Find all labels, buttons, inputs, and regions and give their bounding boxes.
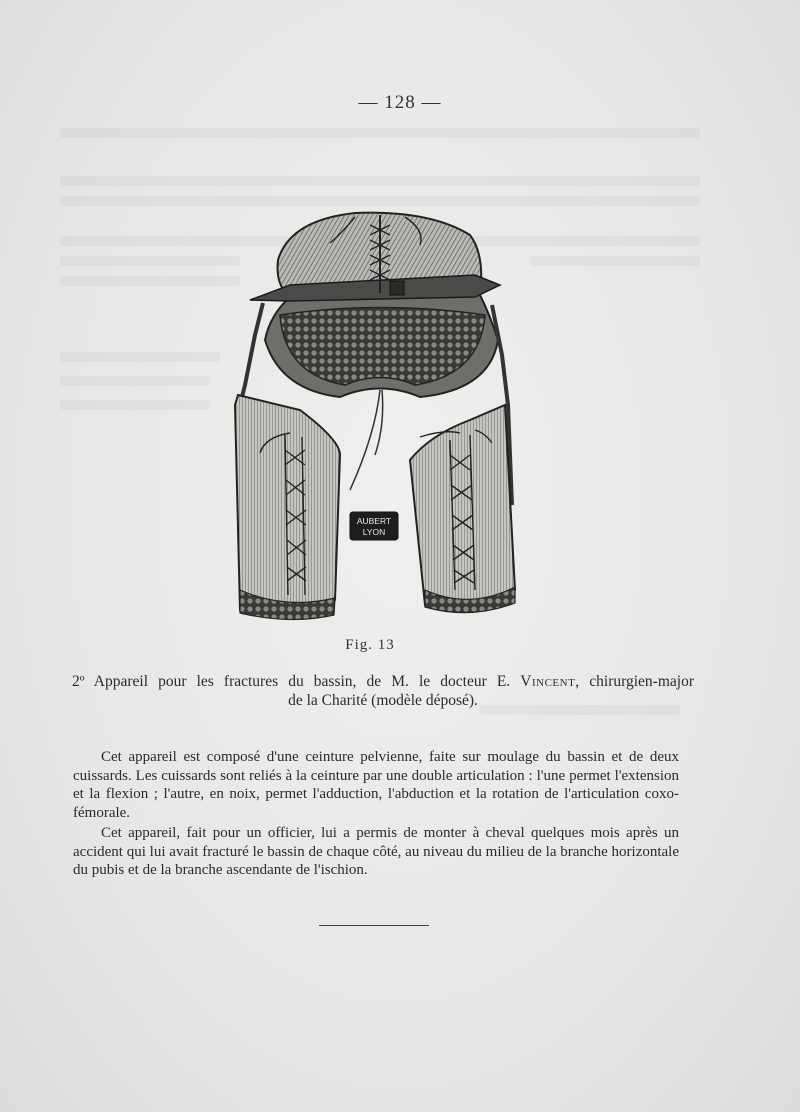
end-rule [319, 925, 429, 926]
body-text [73, 748, 679, 882]
show-through-ghost-text [60, 400, 210, 410]
show-through-ghost-text [60, 128, 700, 138]
paragraph: Cet appareil, fait pour un officier, lui a permis de monter à cheval quelques mois après un accident qui lui avait fracturé le bassin de chaque côté, au niveau du milieu de la branche horizontale du pubis et de la branche ascendante de l'ischion. [73, 825, 679, 878]
pelvic-belt-apparatus-illustration [230, 205, 530, 625]
paragraph: Cet appareil est composé d'une ceinture pelvienne, faite sur moulage du bassin et de deux cuissards. Les cuissards sont reliés à la ceinture par une double articulation : l'une permet l'extension et la flexion ; l'autre, en noix, permet l'adduction, l'abduction et la rotation de l'articulation coxo-fémorale. [73, 749, 679, 821]
maker-label-line2: LYON [362, 527, 386, 537]
section-heading [72, 672, 694, 710]
show-through-ghost-text [60, 256, 240, 266]
figure-engraving [230, 205, 530, 625]
figure-caption: Fig. 13 [345, 637, 395, 653]
show-through-ghost-text [60, 176, 700, 186]
show-through-ghost-text [60, 352, 220, 362]
section-heading-line1 [72, 672, 694, 691]
show-through-ghost-text [60, 276, 240, 286]
section-heading-text: Appareil pour les fractures du bassin, de M. le docteur E. [93, 673, 511, 690]
show-through-ghost-text [530, 256, 700, 266]
section-number: 2º [72, 673, 85, 690]
author-title: , chirurgien-major [575, 673, 694, 690]
page-number: — 128 — [358, 92, 442, 113]
section-heading-line2: de la Charité (modèle déposé). [288, 692, 478, 709]
show-through-ghost-text [60, 376, 210, 386]
maker-label-line1: AUBERT [356, 516, 392, 526]
author-name: Vincent [520, 673, 576, 690]
